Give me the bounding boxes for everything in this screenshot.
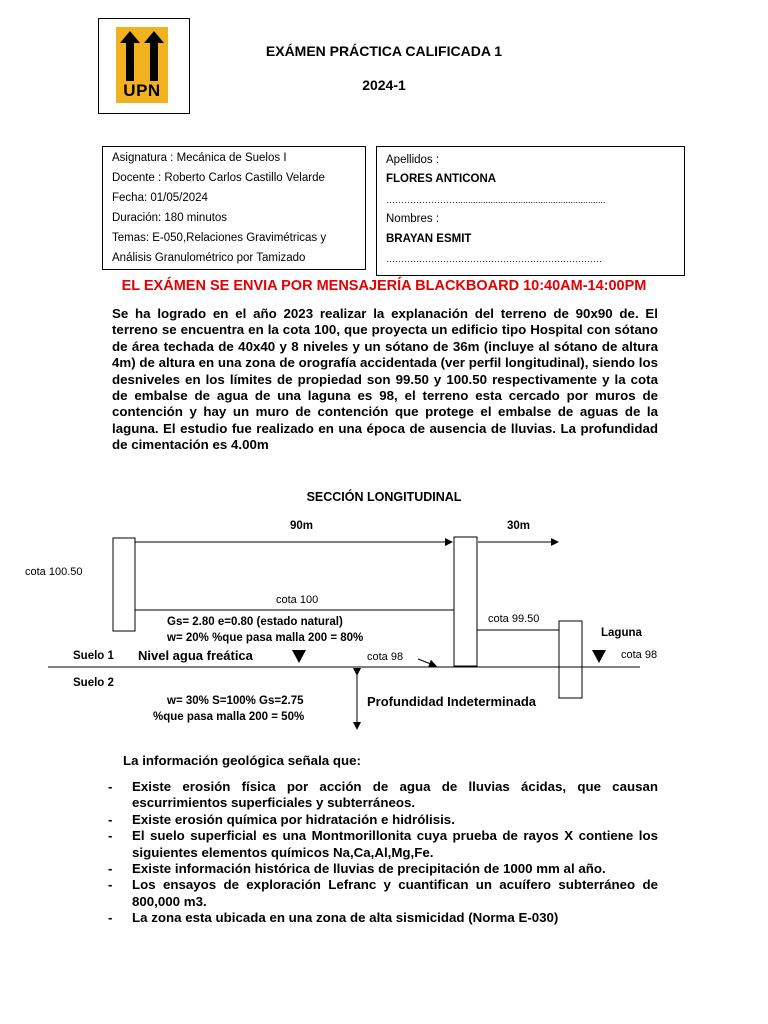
- geology-list: [108, 779, 658, 927]
- dim-30-label: 30m: [507, 520, 531, 532]
- soil1-props-2: w= 20% %que pasa malla 200 = 80%: [167, 632, 364, 644]
- dots-line-2: ………………………………………………………………: [386, 254, 602, 264]
- lagoon-wall: [559, 621, 582, 698]
- docente: Docente : Roberto Carlos Castillo Velarde: [112, 172, 325, 184]
- geology-heading: La información geológica señala que:: [123, 753, 361, 768]
- nombres-label: Nombres :: [386, 213, 440, 225]
- list-item: - El suelo superficial es una Montmorillonita cuya prueba de rayos X contiene los siguientes elementos químicos Na,Ca,Al,Mg,Fe.: [108, 828, 658, 861]
- cota-98-pointer: [418, 659, 436, 666]
- exam-title: EXÁMEN PRÁCTICA CALIFICADA 1: [265, 43, 503, 59]
- laguna-label: Laguna: [601, 627, 642, 639]
- suelo-1-label: Suelo 1: [73, 650, 114, 662]
- indeterminate-depth-label: Profundidad Indeterminada: [367, 694, 537, 709]
- water-table-marker-1: [292, 650, 306, 663]
- fecha: Fecha: 01/05/2024: [112, 192, 208, 204]
- apellidos-value[interactable]: FLORES ANTICONA: [386, 173, 497, 185]
- submission-notice: EL EXÁMEN SE ENVIA POR MENSAJERÍA BLACKBOARD 10:40AM-14:00PM: [121, 278, 647, 294]
- list-item: - Existe información histórica de lluvias de precipitación de 1000 mm al año.: [108, 861, 658, 877]
- list-item: - La zona esta ubicada en una zona de alta sismicidad (Norma E-030): [108, 910, 658, 926]
- problem-statement: Se ha logrado en el año 2023 realizar la explanación del terreno de 90x90 de. El terreno se encuentra en la cota 100, que proyecta un edificio tipo Hospital con sótano de área techada de 40x40 y 8 niveles y un sótano de 36m (incluye al sótano de altura 4m) de altura en una zona de orografía accidentada (ver perfil longitudinal), siendo los desniveles en los límites de propiedad son 99.50 y 100.50 respectivamente y la cota de embalse de agua de una laguna es 98, el terreno esta cercado por muros de contención y hay un muro de contención que protege el embalse de aguas de la laguna. El estudio fue realizado en una época de ausencia de lluvias. La profundidad de cimentación es 4.00m: [112, 306, 658, 453]
- dim-90-label: 90m: [290, 520, 314, 532]
- list-item: - Los ensayos de exploración Lefranc y cuantifican un acuífero subterráneo de 800,000 m3.: [108, 877, 658, 910]
- duracion: Duración: 180 minutos: [112, 212, 228, 224]
- asignatura: Asignatura : Mecánica de Suelos I: [112, 152, 287, 164]
- cota-99-50-label: cota 99.50: [488, 613, 540, 625]
- logo-text: UPN: [123, 81, 161, 100]
- middle-retaining-wall: [454, 537, 477, 666]
- list-item: - Existe erosión física por acción de agua de lluvias ácidas, que causan escurrimientos superficiales y subterráneos.: [108, 779, 658, 812]
- soil2-props-2: %que pasa malla 200 = 50%: [153, 711, 305, 723]
- exam-period: 2024-1: [362, 77, 406, 93]
- cota-98-right-label: cota 98: [621, 649, 658, 661]
- dots-line-1: ……………………...........................................................: [386, 195, 606, 205]
- section-title: SECCIÓN LONGITUDINAL: [306, 490, 462, 504]
- apellidos-label: Apellidos :: [386, 154, 440, 166]
- list-item: - Existe erosión química por hidratación e hidrólisis.: [108, 812, 658, 828]
- cota-98-mid-label: cota 98: [367, 651, 404, 663]
- water-table-marker-2: [592, 650, 606, 663]
- soil2-props-1: w= 30% S=100% Gs=2.75: [167, 695, 304, 707]
- temas-line-1: Temas: E-050,Relaciones Gravimétricas y: [112, 232, 327, 244]
- soil1-props-1: Gs= 2.80 e=0.80 (estado natural): [167, 616, 343, 628]
- suelo-2-label: Suelo 2: [73, 677, 114, 689]
- cota-100-label: cota 100: [276, 594, 319, 606]
- temas-line-2: Análisis Granulométrico por Tamizado: [112, 252, 306, 264]
- nombres-value[interactable]: BRAYAN ESMIT: [386, 233, 472, 245]
- water-table-label: Nivel agua freática: [138, 648, 253, 663]
- left-retaining-wall: [113, 538, 135, 631]
- cota-100-50-label: cota 100.50: [25, 566, 83, 578]
